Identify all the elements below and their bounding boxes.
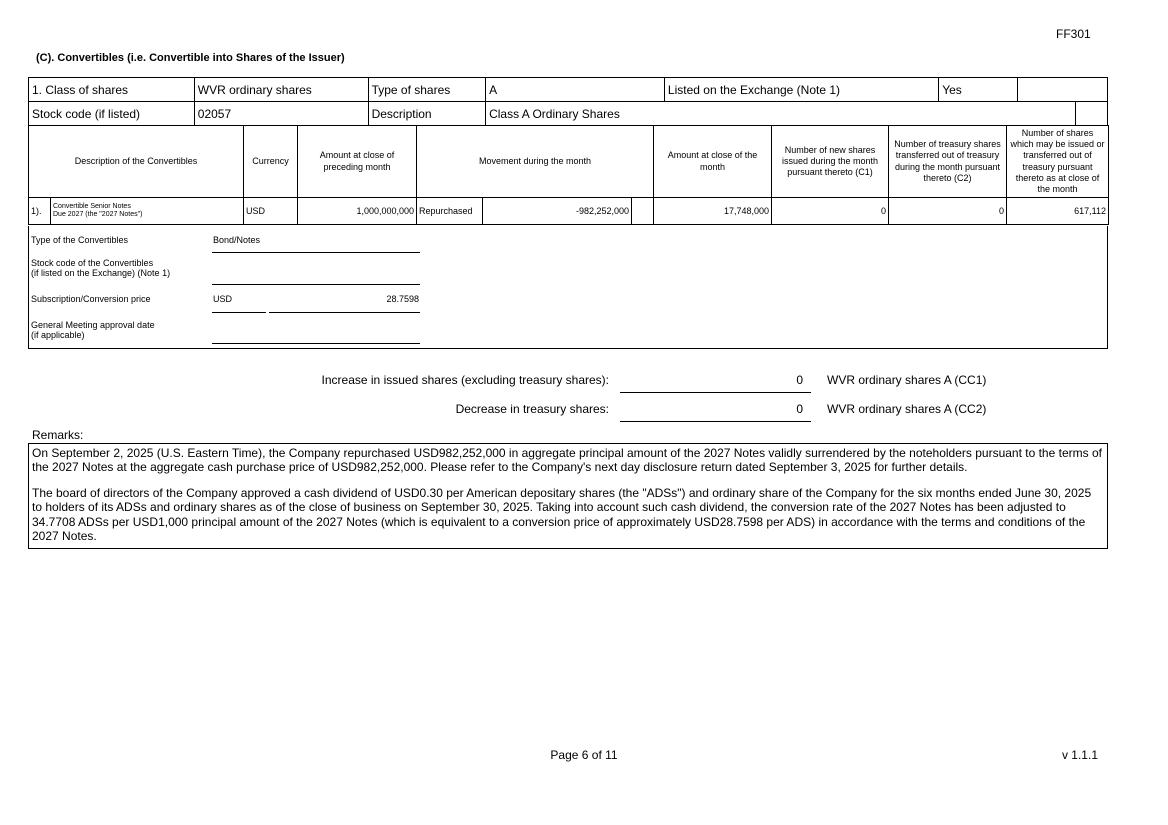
increase-value: 0 — [796, 373, 803, 387]
increase-underline — [620, 392, 811, 393]
col-amount-prev: Amount at close of preceding month — [298, 126, 417, 198]
approval-underline — [212, 343, 420, 344]
type-label: Type of the Convertibles — [31, 235, 129, 245]
type-of-shares-label: Type of shares — [368, 78, 486, 102]
col-may-issue: Number of shares which may be issued or transferred out of treasury pursuant thereto as at close of the month — [1007, 126, 1109, 198]
class-of-shares-value: WVR ordinary shares — [194, 78, 368, 102]
row-amount-prev: 1,000,000,000 — [298, 198, 417, 225]
row-name-line2: Due 2027 (the "2027 Notes") — [53, 211, 143, 218]
approval-label-1: General Meeting approval date — [31, 320, 155, 330]
section-title: (C). Convertibles (i.e. Convertible into Shares of the Issuer) — [36, 52, 345, 64]
page-number: Page 6 of 11 — [550, 748, 618, 762]
row-name-line1: Convertible Senior Notes — [53, 203, 131, 211]
listed-blank — [1017, 78, 1107, 102]
col-new-shares: Number of new shares issued during the month pursuant thereto (C1) — [772, 126, 889, 198]
decrease-label: Decrease in treasury shares: — [455, 402, 609, 416]
stock-code-value: 02057 — [194, 102, 368, 126]
row-index: 1). — [29, 198, 51, 225]
header-table — [28, 77, 1108, 126]
row-movement-blank — [632, 198, 654, 225]
convertibles-table — [28, 125, 1109, 225]
version-label: v 1.1.1 — [1061, 748, 1098, 762]
decrease-unit: WVR ordinary shares A (CC2) — [827, 402, 987, 416]
convertible-details — [28, 226, 1108, 349]
row-currency: USD — [244, 198, 298, 225]
description-label: Description — [368, 102, 486, 126]
row-may-issue: 617,112 — [1007, 198, 1109, 225]
remarks-box — [28, 443, 1108, 549]
description-blank — [1075, 102, 1107, 126]
remarks-label: Remarks: — [32, 428, 84, 442]
col-movement: Movement during the month — [417, 126, 654, 198]
row-movement-value: -982,252,000 — [483, 198, 632, 225]
row-name — [51, 198, 244, 225]
decrease-value: 0 — [796, 402, 803, 416]
row-new-shares: 0 — [772, 198, 889, 225]
price-label: Subscription/Conversion price — [31, 294, 151, 304]
stock-code-convertibles-label-2: (if listed on the Exchange) (Note 1) — [31, 268, 171, 279]
price-currency: USD — [213, 294, 233, 304]
col-currency: Currency — [244, 126, 298, 198]
price-currency-underline — [212, 312, 266, 313]
row-movement-type: Repurchased — [417, 198, 483, 225]
type-of-shares-value: A — [486, 78, 665, 102]
listed-label: Listed on the Exchange (Note 1) — [664, 78, 938, 102]
col-description: Description of the Convertibles — [29, 126, 244, 198]
row-treasury: 0 — [889, 198, 1007, 225]
decrease-underline — [620, 421, 811, 422]
stock-code-label: Stock code (if listed) — [29, 102, 195, 126]
remarks-paragraph-2: The board of directors of the Company approved a cash dividend of USD0.30 per American depositary shares (the "ADSs") and ordinary share of the Company for the six months ended June 30, 2025 to holders of its ADSs and ordinary shares as of the close of business on September 30, 2025. Taking into account such cash dividend, the conversion rate of the 2027 Notes has been adjusted to 34.7708 ADSs per USD1,000 principal amount of the 2027 Notes (which is equivalent to a conversion price of approximately USD28.7598 per ADS) in accordance with the terms and conditions of the 2027 Notes. — [32, 486, 1092, 543]
type-underline — [212, 252, 420, 253]
table-row — [29, 198, 1109, 225]
increase-unit: WVR ordinary shares A (CC1) — [827, 373, 987, 387]
stock-code-underline — [212, 284, 420, 285]
description-value: Class A Ordinary Shares — [486, 102, 1076, 126]
price-value-underline — [269, 312, 420, 313]
listed-value: Yes — [939, 78, 1017, 102]
approval-label — [31, 320, 155, 341]
row-amount-close: 17,748,000 — [654, 198, 772, 225]
stock-code-convertibles-label — [31, 258, 170, 279]
approval-label-2: (if applicable) — [31, 330, 85, 341]
col-treasury: Number of treasury shares transferred out of treasury during the month pursuant thereto (C2) — [889, 126, 1007, 198]
remarks-paragraph-1: On September 2, 2025 (U.S. Eastern Time), the Company repurchased USD982,252,000 in aggregate principal amount of the 2027 Notes validly surrendered by the noteholders pursuant to the terms of the 2027 Notes at the aggregate cash purchase price of USD982,252,000. Please refer to the Company's next day disclosure return dated September 3, 2025 for further details. — [32, 446, 1102, 475]
table-header-row — [29, 126, 1109, 198]
col-amount-close: Amount at close of the month — [654, 126, 772, 198]
stock-code-convertibles-label-1: Stock code of the Convertibles — [31, 258, 154, 268]
price-value: 28.7598 — [386, 294, 419, 304]
type-value: Bond/Notes — [213, 235, 261, 245]
class-of-shares-label: 1. Class of shares — [29, 78, 195, 102]
increase-label: Increase in issued shares (excluding treasury shares): — [321, 373, 609, 387]
form-code: FF301 — [1056, 27, 1091, 41]
